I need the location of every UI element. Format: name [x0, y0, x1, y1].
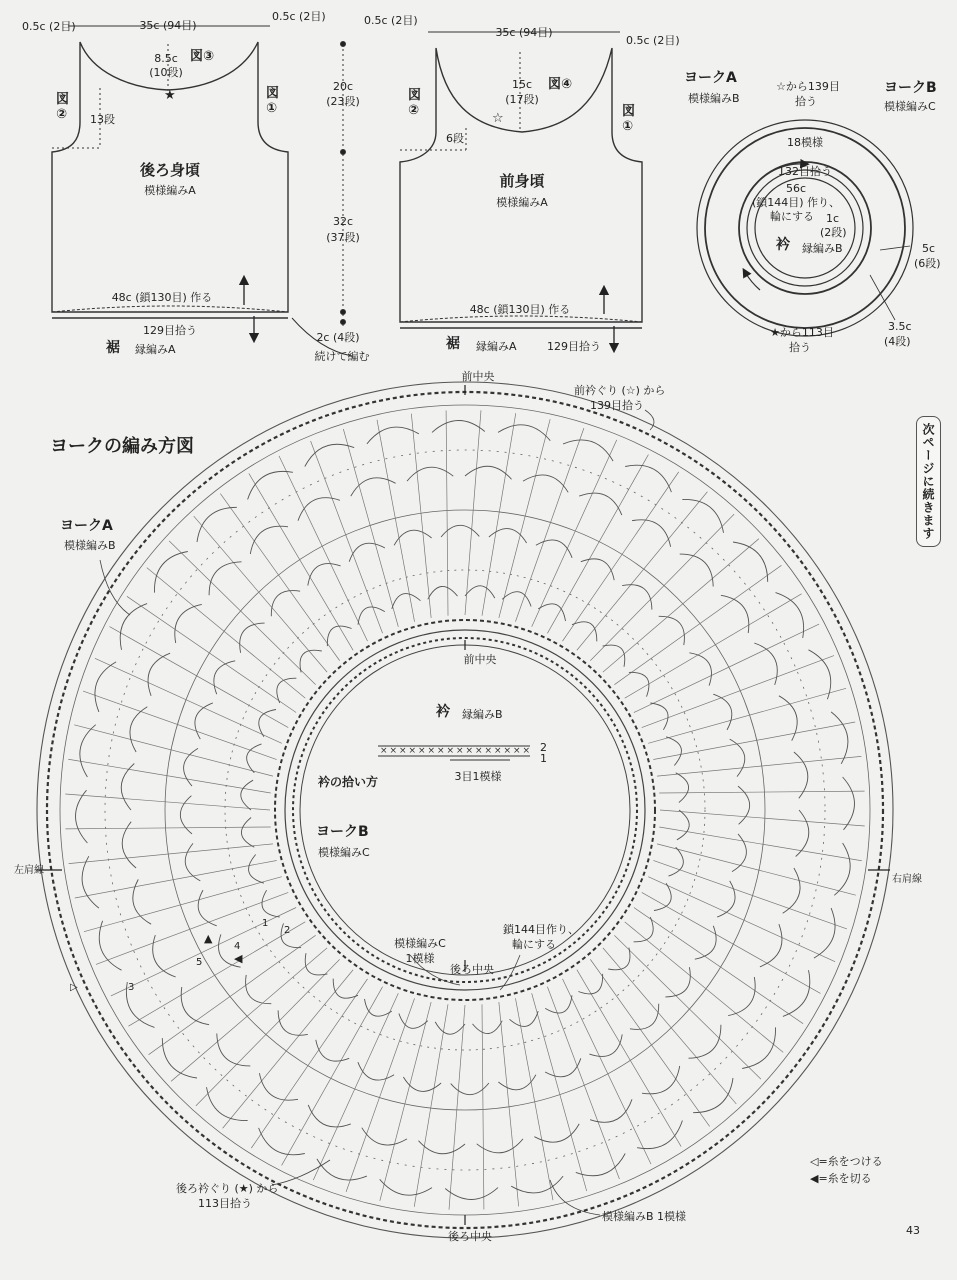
stitch-fan [754, 643, 777, 685]
stitch-fan [153, 935, 176, 977]
stitch-fan [428, 586, 458, 599]
stitch-fan [154, 552, 187, 593]
schematic-yoke-b-width: 3.5c [888, 320, 912, 333]
hem-length: 2c (4段) [316, 331, 360, 344]
chart-left-shoulder: 左肩線 [14, 865, 44, 876]
schematic-yoke-b: ヨークB [884, 80, 937, 96]
stitch-fan [271, 591, 300, 617]
front-neck-rows: (17段) [505, 93, 539, 106]
stitch-spoke [657, 756, 861, 776]
back-left-shoulder: 0.5c (2目) [22, 20, 76, 33]
stitch-spoke [69, 844, 273, 864]
stitch-fan [814, 908, 835, 958]
schematic-yoke-a-pattern: 模様編みB [688, 92, 740, 105]
stitch-fan [625, 465, 671, 492]
stitch-fan [259, 710, 276, 737]
front-fig1-label: 図① [622, 104, 636, 134]
stitch-spoke [220, 494, 339, 661]
thread-cut-mark: ◀ [234, 952, 243, 965]
chart-row-4-side: 4 [234, 941, 241, 952]
stitch-fan [327, 626, 351, 646]
stitch-pattern-spokes [65, 410, 864, 1209]
stitch-fan [316, 1040, 349, 1061]
stitch-spoke [482, 413, 516, 616]
lower-rows: (37段) [326, 231, 360, 244]
stitch-spoke [68, 759, 271, 793]
chart-yoke-a-pattern: 模様編みB [64, 539, 116, 552]
chart-row-2-marker: 2 [540, 741, 547, 754]
leader-lines [100, 410, 654, 1215]
stitch-spoke [194, 516, 327, 672]
stitch-fan [95, 662, 116, 712]
schematic-inner-width: 56c [785, 182, 807, 195]
stitch-spoke [84, 877, 282, 932]
thread-attach-mark: ▲ [204, 932, 213, 945]
stitch-spoke [625, 922, 783, 1053]
stitch-fan [669, 847, 684, 876]
chart-yoke-b: ヨークB [316, 824, 369, 840]
star-mark-back: ★ [164, 88, 176, 103]
stitch-fan [650, 703, 668, 730]
stitch-fan [632, 520, 671, 547]
lower-length: 32c [332, 215, 354, 228]
stitch-spoke [648, 688, 846, 743]
stitch-fan [241, 780, 253, 810]
stitch-fan [180, 796, 192, 834]
stitch-spoke [380, 1002, 431, 1201]
back-fig2-label: 図② [56, 92, 70, 122]
stitch-fan [308, 1105, 351, 1127]
legend-attach-thread: ◁=糸をつける [810, 1155, 883, 1168]
stitch-fan [728, 977, 755, 1016]
legend-cut-thread: ◀=糸を切る [810, 1172, 872, 1185]
center-markers [36, 385, 890, 1225]
stitch-fan [148, 653, 170, 696]
yoke-chart-title: ヨークの編み方図 [50, 436, 194, 457]
stitch-spoke [590, 959, 709, 1126]
stitch-fan [572, 622, 597, 642]
stitch-fan [511, 1176, 563, 1193]
stitch-fan [130, 707, 147, 752]
stitch-fan [659, 616, 685, 645]
stitch-spoke [577, 492, 708, 650]
stitch-fan [510, 1011, 539, 1026]
stitch-fan [578, 974, 602, 994]
schematic-chain-144: (鎖144目) 作り、 [751, 196, 841, 209]
stitch-fan [305, 444, 354, 466]
stitch-fan [834, 843, 850, 895]
stitch-spoke [171, 948, 327, 1081]
stitch-spoke [74, 725, 273, 776]
back-hem-label: 裾 [106, 340, 120, 356]
upper-length: 20c [332, 80, 354, 93]
front-fig2-label: 図② [408, 88, 422, 118]
stitch-fan [831, 712, 848, 764]
chart-chain-144-1: 鎖144目作り、 [503, 923, 579, 936]
stitch-fan [246, 975, 272, 1004]
schematic-yoke-a-width: 5c [922, 242, 936, 255]
white-star-mark-front: ☆ [492, 111, 504, 126]
back-body-pattern: 模様編みA [144, 184, 196, 197]
stitch-fan [695, 926, 716, 959]
stitch-fan [441, 525, 479, 537]
stitch-spoke [75, 860, 277, 898]
back-neck-depth: 8.5c [154, 52, 178, 65]
x-stitch: × [408, 746, 417, 756]
chart-back-center-inner: 後ろ中央 [450, 963, 494, 976]
front-armhole-rows: 6段 [446, 132, 464, 145]
upper-rows: (23段) [326, 95, 360, 108]
chart-row-2-side: 2 [284, 925, 291, 936]
continue-knitting: 続けて編む [314, 350, 370, 363]
stitch-spoke [414, 1004, 448, 1207]
stitch-fan [665, 967, 690, 997]
stitch-fan [76, 790, 88, 843]
stitch-spoke [127, 596, 296, 712]
stitch-spoke [169, 541, 316, 685]
front-body-pattern: 模様編みA [496, 196, 548, 209]
stitch-spoke [590, 514, 734, 661]
x-stitch: × [475, 746, 483, 756]
stitch-fan [473, 1021, 503, 1034]
back-fig1-label: 図① [266, 86, 280, 116]
stitch-fan [248, 471, 293, 499]
stitch-fan [82, 856, 99, 908]
stitch-fan [693, 1078, 733, 1113]
stitch-spoke [499, 1002, 519, 1206]
stitch-spoke [657, 844, 856, 895]
stitch-spoke [515, 998, 553, 1200]
x-stitch: × [484, 746, 493, 756]
schematic-collar-rows: (2段) [820, 226, 847, 239]
stitch-fan [634, 917, 654, 942]
stitch-fan [809, 650, 831, 699]
schematic-pattern-repeats: 18模様 [787, 136, 823, 149]
stitch-fan [760, 924, 782, 967]
yoke-chart-rings [37, 382, 893, 1238]
schematic-ring: 輪にする [770, 210, 814, 223]
stitch-fan [576, 1154, 625, 1176]
stitch-fan [432, 421, 485, 433]
stitch-spoke [411, 414, 431, 618]
schematic-yoke-a: ヨークA [684, 70, 737, 86]
x-stitch: × [380, 746, 388, 756]
stitch-pattern-fans [76, 421, 855, 1200]
stitch-fan [502, 592, 531, 607]
front-width-top: 35c (94目) [495, 26, 553, 39]
stitch-fan [175, 604, 202, 643]
stitch-spoke [659, 791, 864, 793]
stitch-spoke [482, 1004, 484, 1209]
x-stitch: × [446, 746, 455, 756]
stitch-spoke [446, 410, 448, 615]
chart-collar: 衿 [436, 704, 450, 720]
stitch-fan [162, 1038, 197, 1078]
x-stitch: × [389, 746, 398, 756]
chart-back-neck-1: 後ろ衿ぐり (★) から [176, 1182, 279, 1195]
stitch-spoke [532, 993, 587, 1191]
stitch-fan [80, 725, 96, 777]
x-stitch: × [503, 746, 512, 756]
stitch-fan [262, 890, 280, 917]
chart-collar-pickup: 衿の拾い方 [318, 775, 379, 789]
chart-right-shoulder: 右肩線 [892, 874, 922, 885]
stitch-fan [796, 810, 809, 857]
stitch-fan [249, 855, 264, 884]
stitch-fan [298, 498, 340, 521]
stitch-fan [538, 604, 565, 621]
stitch-fan [247, 744, 262, 773]
stitch-fan [465, 586, 495, 598]
stitch-fan [259, 1073, 298, 1100]
stitch-fan [783, 868, 800, 913]
stitch-fan [738, 786, 750, 824]
stitch-spoke [659, 827, 862, 861]
stitch-spoke [149, 935, 316, 1054]
stitch-spoke [563, 979, 651, 1164]
schematic-collar-width: 1c [826, 212, 840, 225]
stitch-fan [333, 979, 358, 999]
chart-front-center-inner: 前中央 [463, 653, 497, 666]
front-hem-pattern: 縁編みA [476, 340, 517, 353]
stitch-fan [630, 1004, 659, 1030]
stitch-spoke [449, 1005, 465, 1210]
stitch-fan [445, 1188, 498, 1200]
stitch-fan [451, 1083, 489, 1095]
continued-next-page-note: 次ページに続きます [916, 416, 941, 547]
stitch-spoke [634, 908, 803, 1024]
stitch-fan [654, 883, 671, 910]
x-stitch: × [456, 746, 464, 756]
x-stitch: × [522, 746, 531, 756]
collar-x-stitches [380, 746, 530, 756]
front-left-shoulder: 0.5c (2目) [364, 14, 418, 27]
stitch-fan [380, 1179, 432, 1195]
stitch-spoke [223, 970, 354, 1128]
stitch-fan [278, 1010, 308, 1035]
stitch-spoke [547, 987, 619, 1179]
stitch-fan [629, 672, 649, 696]
chart-row-1-side: 1 [262, 918, 269, 929]
x-stitch: × [399, 746, 407, 756]
stitch-spoke [563, 472, 679, 641]
back-hem-pattern: 縁編みA [135, 343, 176, 356]
stitch-fan [776, 593, 804, 638]
x-stitch: × [513, 746, 521, 756]
stitch-spoke [65, 794, 270, 810]
chart-yoke-b-pattern: 模様編みC [318, 846, 370, 859]
stitch-fan [581, 559, 614, 580]
stitch-fan [121, 764, 134, 811]
stitch-fan [259, 1128, 305, 1155]
stitch-fan [214, 661, 235, 694]
x-stitch: × [427, 746, 436, 756]
schematic-yoke-a-rows: (6段) [914, 257, 941, 270]
back-width-top: 35c (94目) [139, 19, 197, 32]
stitch-fan [677, 810, 689, 840]
stitch-spoke [196, 959, 340, 1106]
front-right-shoulder: 0.5c (2目) [626, 34, 680, 47]
stitch-spoke [147, 568, 305, 699]
x-stitch: × [494, 746, 502, 756]
x-stitch: × [465, 746, 474, 756]
schematic-back-pickup-1: ★から113目 [770, 326, 834, 339]
back-body-title: 後ろ身頃 [139, 161, 201, 179]
front-pickup: 129目拾う [547, 340, 601, 353]
back-armhole-rows: 13段 [90, 113, 115, 126]
front-neck-depth: 15c [511, 78, 533, 91]
chart-pattern-c-1: 模様編みC [394, 937, 446, 950]
stitch-fan [207, 1087, 248, 1120]
stitch-fan [358, 607, 385, 625]
stitch-fan [399, 1014, 428, 1029]
stitch-fan [590, 1099, 632, 1122]
chart-row-3-side: 3 [128, 982, 135, 993]
stitch-fan [622, 585, 652, 610]
schematic-front-pickup-2: 拾う [795, 95, 817, 108]
stitch-spoke [499, 419, 550, 618]
stitch-spoke [603, 948, 736, 1104]
schematic-front-pickup-1: ☆から139目 [776, 80, 840, 93]
back-chain-start: 48c (鎖130目) 作る [111, 291, 213, 304]
chart-back-center-bottom: 後ろ中央 [448, 1230, 492, 1243]
stitch-spoke [465, 410, 481, 615]
page-number: 43 [906, 1224, 920, 1237]
stitch-spoke [251, 979, 367, 1148]
stitch-fan [365, 999, 392, 1016]
schematic-collar: 衿 [776, 237, 790, 253]
chart-chain-144-2: 輪にする [512, 938, 556, 951]
stitch-fan [277, 678, 297, 703]
stitch-spoke [377, 420, 415, 622]
chart-collar-pattern: 縁編みB [462, 708, 503, 721]
stitch-fan [843, 777, 855, 830]
front-hem-label: 裾 [446, 336, 460, 352]
stitch-fan [317, 1159, 367, 1180]
stitch-fan [523, 475, 568, 492]
stitch-spoke [279, 456, 367, 641]
yoke-schematic-rings [697, 120, 913, 336]
stitch-spoke [653, 722, 855, 760]
stitch-spoke [642, 656, 834, 728]
stitch-fan [498, 425, 550, 441]
chart-back-neck-2: 113目拾う [198, 1197, 252, 1210]
front-body-title: 前身頃 [499, 172, 545, 190]
back-right-shoulder: 0.5c (2目) [272, 10, 326, 23]
chart-collar-repeat: 3目1模様 [454, 770, 502, 783]
stitch-fan [435, 1022, 465, 1034]
stitch-fan [676, 773, 689, 803]
stitch-spoke [65, 827, 270, 829]
chart-front-center-top: 前中央 [461, 370, 495, 383]
stitch-spoke [83, 691, 277, 759]
stitch-fan [733, 542, 768, 582]
stitch-spoke [653, 860, 847, 928]
back-pickup: 129目拾う [143, 324, 197, 337]
schematic-yoke-b-rows: (4段) [884, 335, 911, 348]
stitch-fan [465, 466, 512, 479]
back-fig3-label: 図③ [190, 49, 215, 64]
schematic-back-pickup-2: 拾う [789, 341, 811, 354]
chart-row-5-side: 5 [196, 957, 203, 968]
stitch-spoke [634, 624, 819, 712]
stitch-fan [545, 995, 572, 1013]
stitch-fan [241, 818, 254, 848]
chart-yoke-a: ヨークA [60, 518, 113, 534]
chart-front-neck-1: 前衿ぐり (☆) から [574, 384, 666, 397]
stitch-fan [637, 1121, 682, 1149]
stitch-spoke [343, 429, 398, 627]
stitch-spoke [311, 441, 383, 633]
chart-pattern-b-repeat: 模様編みB 1模様 [602, 1210, 687, 1223]
stitch-spoke [660, 810, 865, 826]
stitch-fan [579, 493, 622, 515]
x-stitch: × [437, 746, 445, 756]
stitch-spoke [515, 428, 583, 622]
stitch-spoke [614, 565, 781, 684]
front-chain-start: 48c (鎖130目) 作る [469, 303, 571, 316]
stitch-fan [99, 921, 121, 970]
stitch-fan [392, 594, 421, 609]
stitch-fan [419, 1141, 466, 1154]
stitch-fan [240, 623, 265, 653]
thread-attach-mark: ▷ [70, 982, 78, 993]
stitch-fan [783, 970, 810, 1016]
chart-front-neck-2: 139目拾う [590, 399, 644, 412]
stitch-fan [666, 737, 681, 766]
schematic-pickup-132: 132目拾う [778, 165, 832, 178]
x-stitch: × [418, 746, 426, 756]
schematic-collar-pattern: 縁編みB [802, 242, 843, 255]
stitch-fan [563, 440, 613, 461]
stitch-spoke [614, 935, 761, 1079]
chart-row-1-marker: 1 [540, 752, 547, 765]
stitch-fan [362, 1128, 407, 1145]
stitch-spoke [346, 998, 414, 1192]
front-fig4-label: 図④ [548, 77, 573, 92]
schematic-yoke-b-pattern: 模様編みC [884, 100, 936, 113]
stitch-fan [367, 427, 419, 444]
back-neck-rows: (10段) [149, 66, 183, 79]
stitch-spoke [603, 539, 759, 672]
chart-pattern-c-2: 1模様 [405, 952, 435, 965]
